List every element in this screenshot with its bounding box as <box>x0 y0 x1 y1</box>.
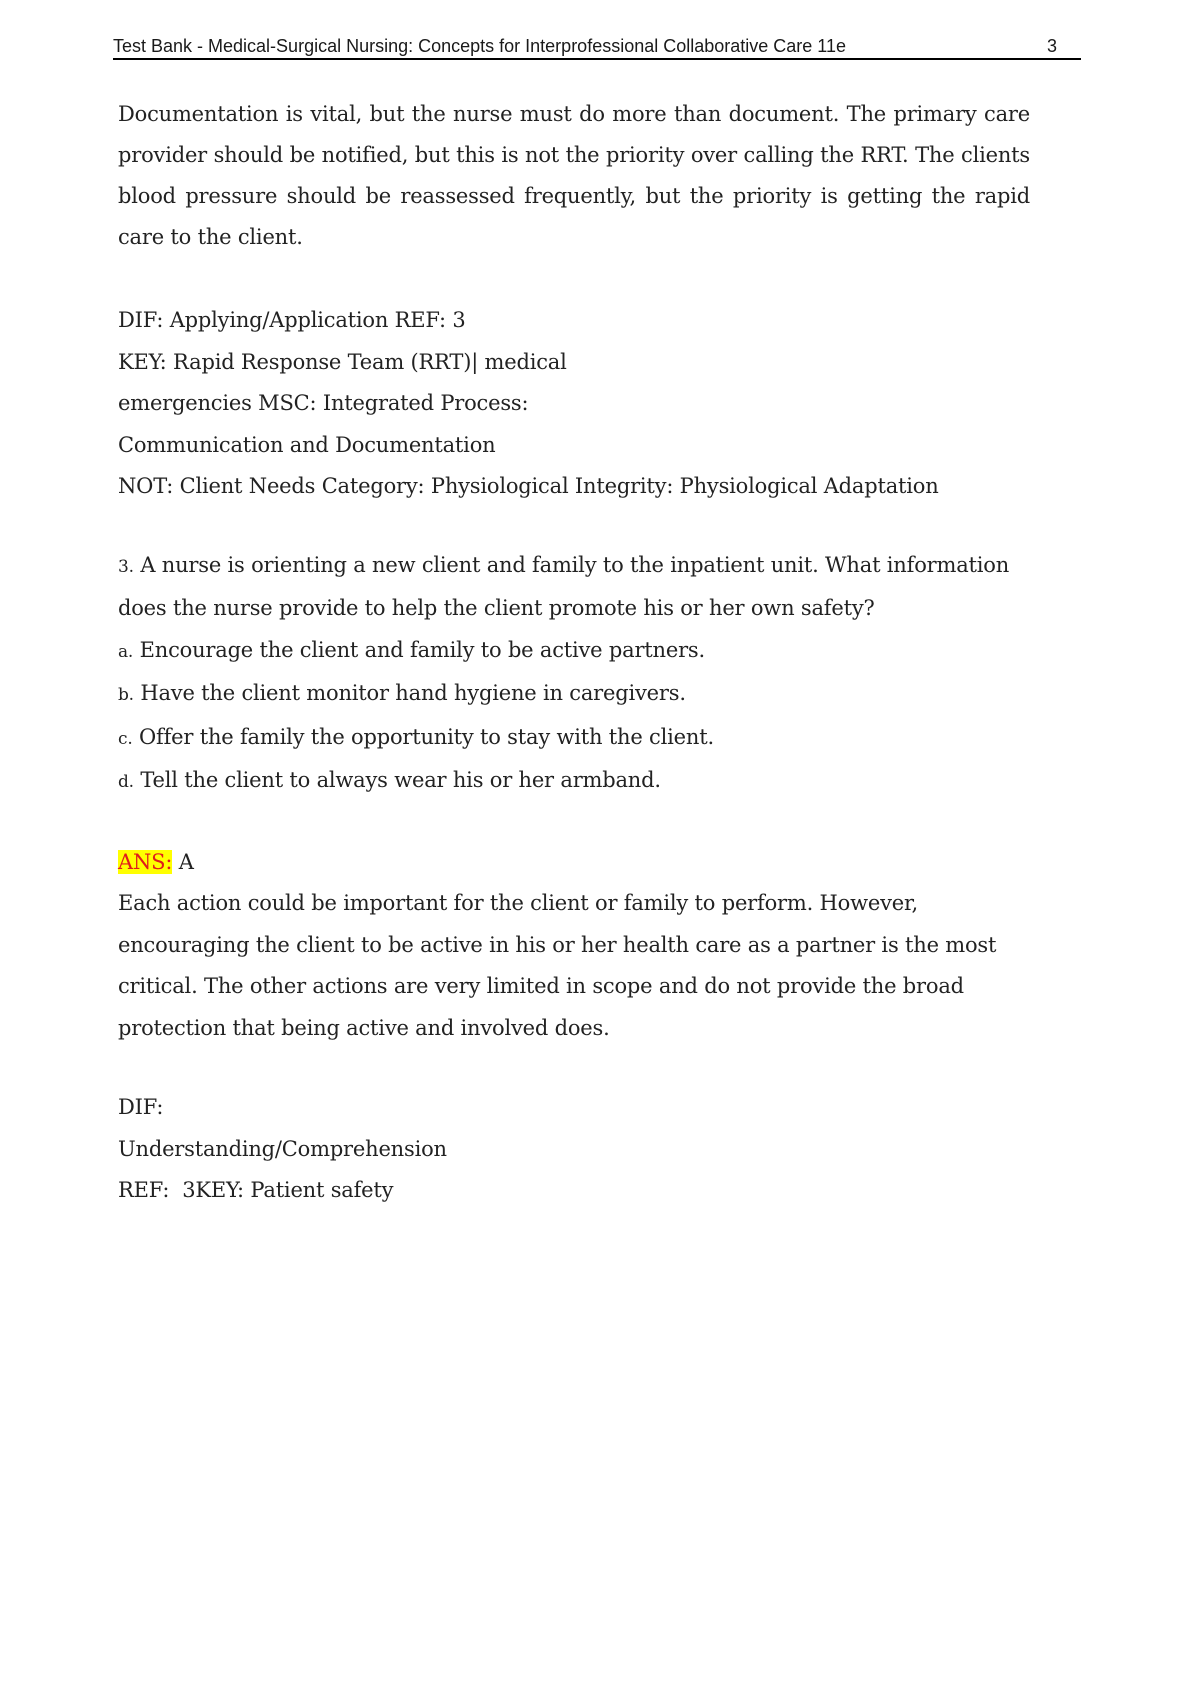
option-text: Offer the family the opportunity to stay with the client. <box>139 724 714 749</box>
meta-dif-value: Understanding/Comprehension <box>118 1136 447 1161</box>
option-a <box>118 630 1030 674</box>
answer-rationale-line-3: critical. The other actions are very limited in scope and do not provide the broad <box>118 974 964 998</box>
question-block <box>118 545 1030 804</box>
meta-key: KEY: Rapid Response Team (RRT)| medical <box>118 349 567 374</box>
header-title: Test Bank - Medical-Surgical Nursing: Concepts for Interprofessional Collaborative Care 11e <box>113 36 847 56</box>
meta-dif-ref: DIF: Applying/Application REF: 3 <box>118 308 466 332</box>
question-number: 3. <box>118 556 134 577</box>
question-stem-line-1: 3. A nurse is orienting a new client and family to the inpatient unit. What information <box>118 552 1010 577</box>
question-metadata <box>118 1087 1030 1212</box>
answer-label-highlight: ANS: <box>118 849 173 874</box>
page-body <box>118 94 1030 1212</box>
option-letter: c. <box>118 728 133 749</box>
option-c <box>118 717 1030 761</box>
option-d <box>118 760 1030 804</box>
option-text: Encourage the client and family to be active partners. <box>139 637 705 662</box>
answer-line <box>118 842 1030 884</box>
option-letter: b. <box>118 685 134 705</box>
option-text: Have the client monitor hand hygiene in caregivers. <box>140 681 686 705</box>
previous-rationale: Documentation is vital, but the nurse must do more than document. The primary care provider should be notified, but this is not the priority over calling the RRT. The clients blood pressure should be reassessed frequently, but the priority is getting the rapid care to the client. <box>118 102 1030 249</box>
answer-value: A <box>178 849 194 874</box>
option-text: Tell the client to always wear his or her armband. <box>140 768 661 792</box>
page-number: 3 <box>1046 36 1057 56</box>
meta-ref-key: REF: 3KEY: Patient safety <box>118 1178 394 1202</box>
meta-dif: DIF: <box>118 1095 164 1119</box>
meta-msc-cont: Communication and Documentation <box>118 432 496 457</box>
running-header <box>113 34 1081 60</box>
answer-rationale-line-1: Each action could be important for the client or family to perform. However, <box>118 891 918 915</box>
question-stem-line-2: does the nurse provide to help the client promote his or her own safety? <box>118 596 875 620</box>
option-b <box>118 673 1030 717</box>
answer-block <box>118 842 1030 1050</box>
meta-not: NOT: Client Needs Category: Physiological Integrity: Physiological Adaptation <box>118 474 939 498</box>
option-letter: d. <box>118 772 134 792</box>
meta-msc: emergencies MSC: Integrated Process: <box>118 391 529 415</box>
answer-rationale-line-4: protection that being active and involved does. <box>118 1015 610 1040</box>
option-letter: a. <box>118 641 134 662</box>
answer-rationale-line-2: encouraging the client to be active in his or her health care as a partner is the most <box>118 932 997 957</box>
previous-metadata <box>118 300 1030 508</box>
